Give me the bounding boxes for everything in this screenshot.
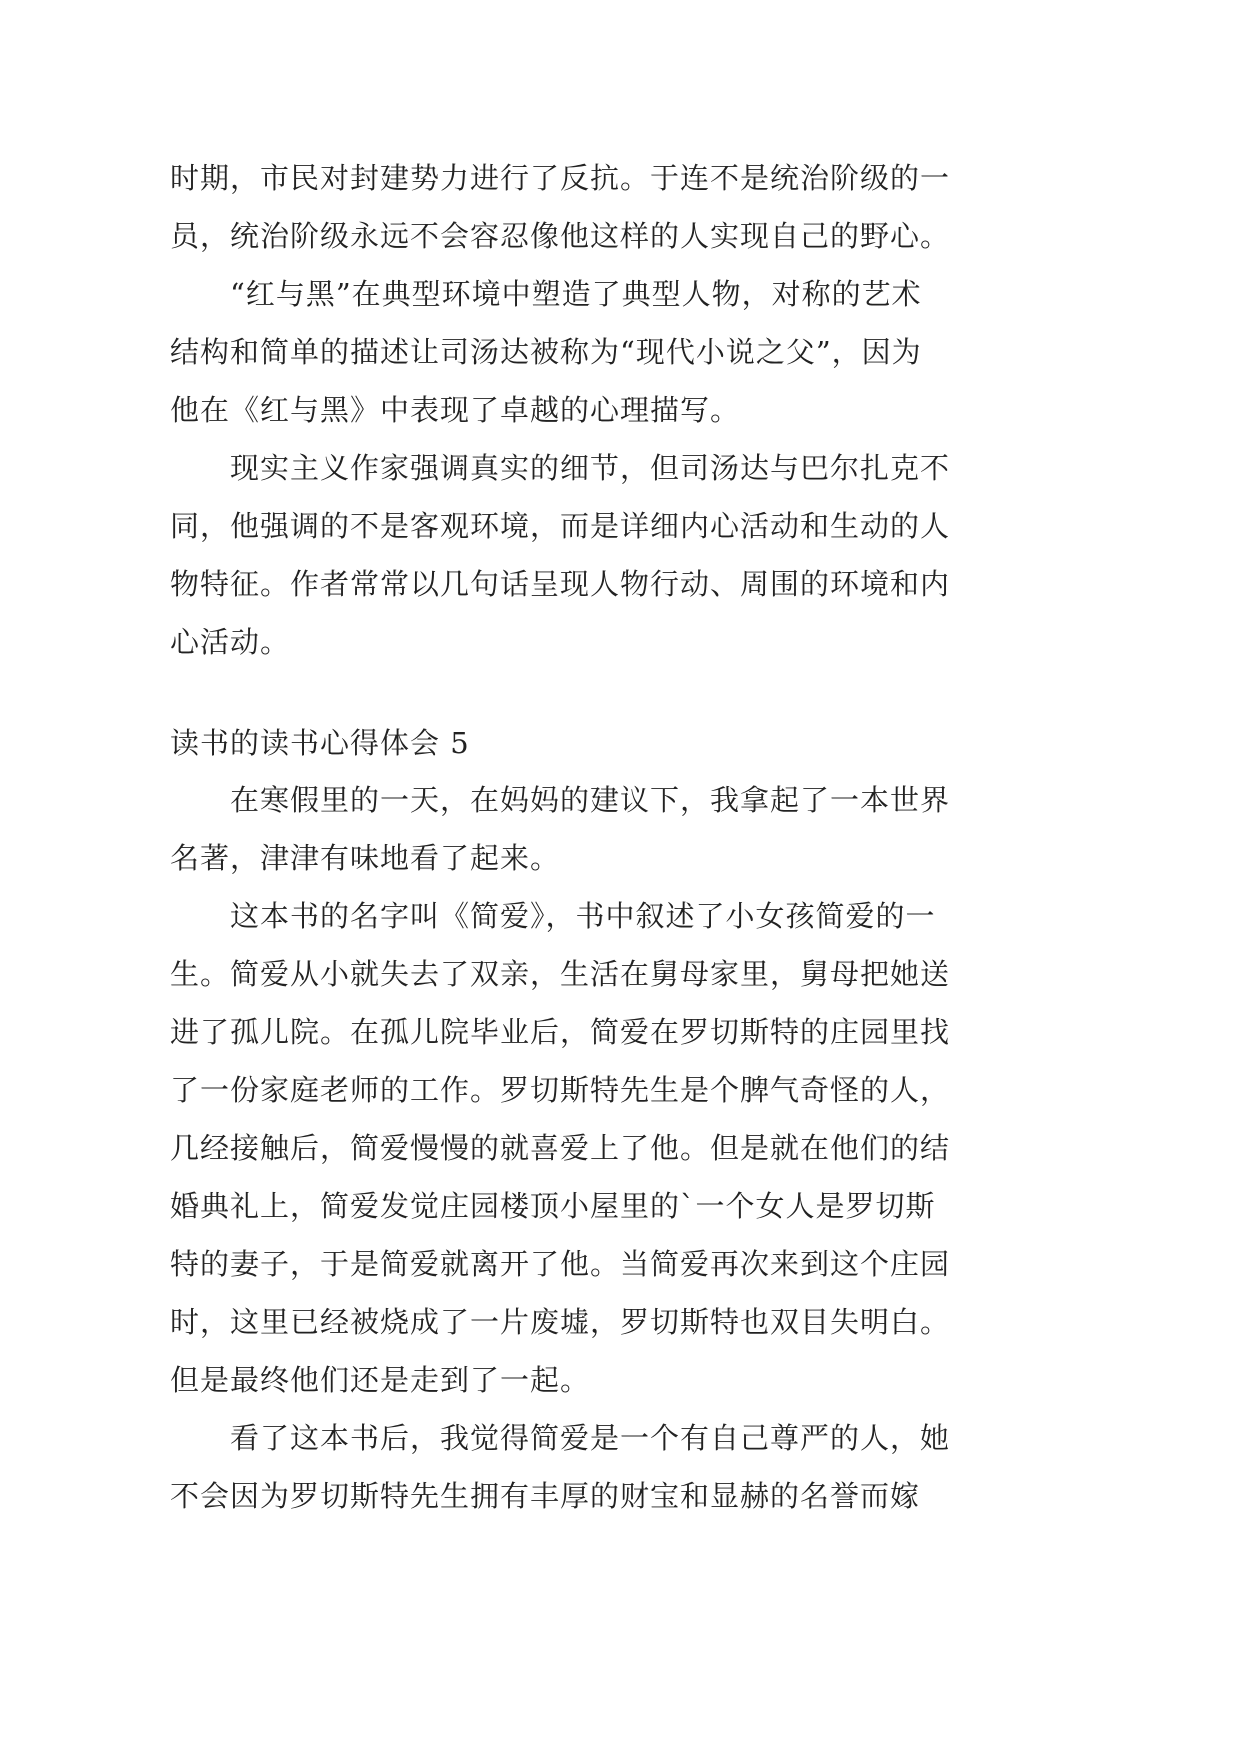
text-line: 但是最终他们还是走到了一起。 (170, 1363, 591, 1397)
text-line: 几经接触后，简爱慢慢的就喜爱上了他。但是就在他们的结 (170, 1131, 951, 1165)
text-line: 现实主义作家强调真实的细节，但司汤达与巴尔扎克不 (230, 451, 951, 485)
text-line: 在寒假里的一天，在妈妈的建议下，我拿起了一本世界 (230, 783, 951, 817)
text-line: 看了这本书后，我觉得简爱是一个有自己尊严的人，她 (230, 1421, 951, 1455)
text-line: 他在《红与黑》中表现了卓越的心理描写。 (170, 393, 741, 427)
text-line: 时期，市民对封建势力进行了反抗。于连不是统治阶级的一 (170, 161, 951, 195)
text-line: 同，他强调的不是客观环境，而是详细内心活动和生动的人 (170, 509, 951, 543)
text-line: 名著，津津有味地看了起来。 (170, 841, 561, 875)
text-line: 特的妻子，于是简爱就离开了他。当简爱再次来到这个庄园 (170, 1247, 951, 1281)
paragraph (170, 1409, 990, 1525)
text-line: 生。简爱从小就失去了双亲，生活在舅母家里，舅母把她送 (170, 957, 951, 991)
paragraph (170, 439, 990, 671)
document-body (170, 149, 990, 1525)
section-heading: 读书的读书心得体会 5 (170, 726, 470, 760)
text-line: 结构和简单的描述让司汤达被称为“现代小说之父”，因为 (170, 335, 922, 369)
paragraph (170, 771, 990, 887)
text-line: 员，统治阶级永远不会容忍像他这样的人实现自己的野心。 (170, 219, 951, 253)
text-line: 心活动。 (170, 625, 291, 659)
text-line: “红与黑”在典型环境中塑造了典型人物，对称的艺术 (230, 277, 922, 311)
text-line: 不会因为罗切斯特先生拥有丰厚的财宝和显赫的名誉而嫁 (170, 1479, 921, 1513)
paragraph (170, 149, 990, 265)
text-line: 婚典礼上，简爱发觉庄园楼顶小屋里的`一个女人是罗切斯 (170, 1189, 936, 1223)
text-line: 时，这里已经被烧成了一片废墟，罗切斯特也双目失明白。 (170, 1305, 951, 1339)
text-line: 物特征。作者常常以几句话呈现人物行动、周围的环境和内 (170, 567, 951, 601)
paragraph (170, 265, 990, 439)
text-line: 了一份家庭老师的工作。罗切斯特先生是个脾气奇怪的人， (170, 1073, 951, 1107)
text-line: 进了孤儿院。在孤儿院毕业后，简爱在罗切斯特的庄园里找 (170, 1015, 951, 1049)
text-line: 这本书的名字叫《简爱》，书中叙述了小女孩简爱的一 (230, 899, 936, 933)
paragraph (170, 887, 990, 1409)
